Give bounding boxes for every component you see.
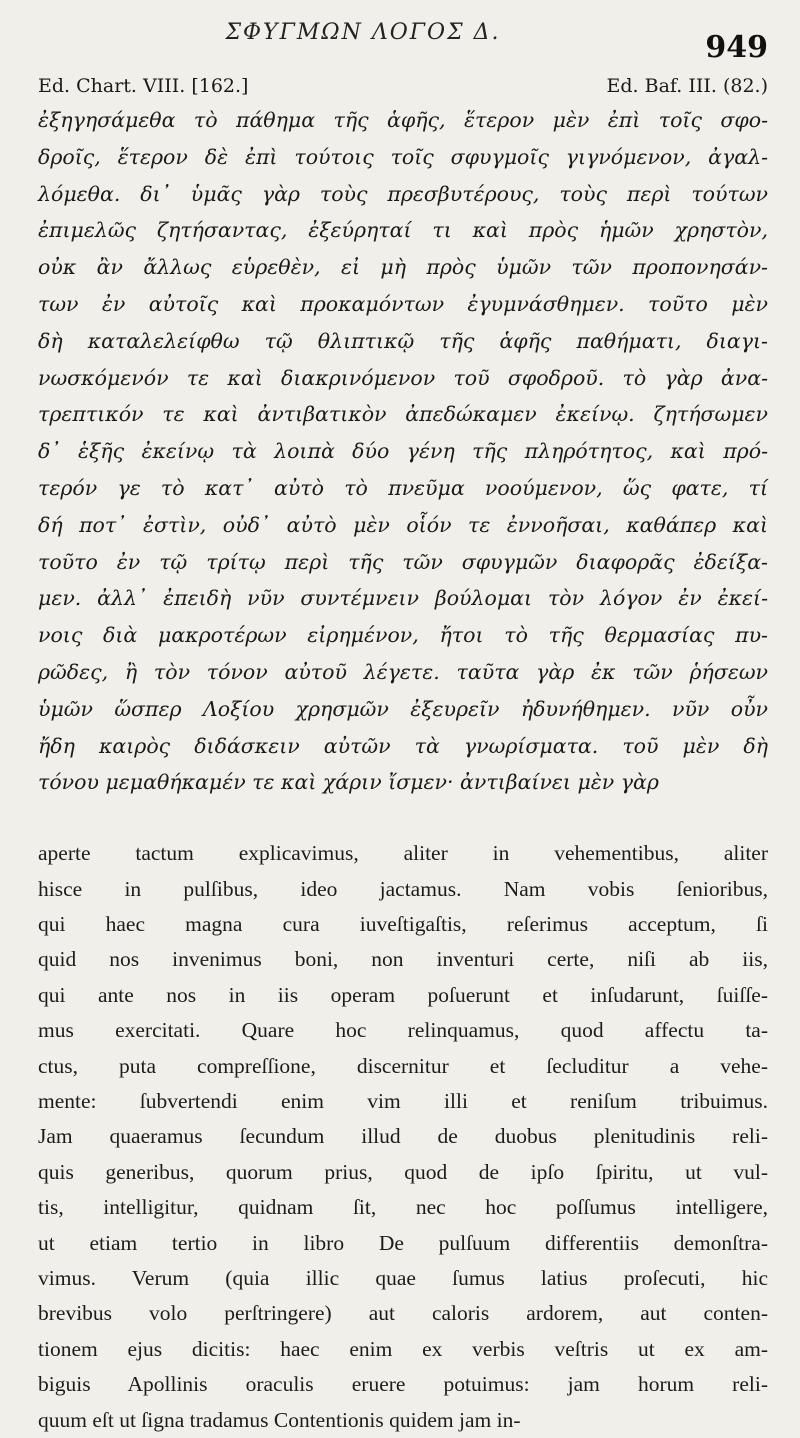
latin-text-line: qui ante nos in iis operam poſuerunt et inſudarunt, ſuiſſe- <box>38 982 768 1007</box>
greek-text-line: ἤδη καιρὸς διδάσκειν αὐτῶν τὰ γνωρίσματα. τοῦ μὲν δὴ <box>38 733 768 758</box>
greek-text-line: τόνου μεμαθήκαμέν τε καὶ χάριν ἴσμεν· ἀντιβαίνει μὲν γὰρ <box>38 770 659 795</box>
greek-text-line: τρεπτικόν τε καὶ ἀντιβατικὸν ἀπεδώκαμεν ἐκείνῳ. ζητήσωμεν <box>38 402 768 427</box>
latin-text-line: tis, intelligitur, quidnam ſit, nec hoc poſſumus intelligere, <box>38 1195 768 1220</box>
latin-text-line: tionem ejus dicitis: haec enim ex verbis veſtris ut ex am- <box>38 1336 768 1361</box>
page-number: 949 <box>705 30 768 65</box>
greek-text-line: ρῶδες, ἢ τὸν τόνον αὐτοῦ λέγετε. ταῦτα γὰρ ἐκ τῶν ῥήσεων <box>38 659 768 684</box>
latin-text-line: mus exercitati. Quare hoc relinquamus, quod affectu ta- <box>38 1018 768 1043</box>
greek-text-line: νωσκόμενόν τε καὶ διακρινόμενον τοῦ σφοδροῦ. τὸ γὰρ ἀνα- <box>38 365 768 390</box>
latin-text-line: quid nos invenimus boni, non inventuri certe, niſi ab iis, <box>38 947 768 972</box>
latin-text-line: hisce in pulſibus, ideo jactamus. Nam vobis ſenioribus, <box>38 876 768 901</box>
greek-text-line: τερόν γε τὸ κατ᾽ αὐτὸ τὸ πνεῦμα νοούμενον, ὥς φατε, τί <box>38 475 768 500</box>
greek-text-line: δὴ καταλελείφθω τῷ θλιπτικῷ τῆς ἁφῆς παθήματι, διαγι- <box>38 328 768 353</box>
greek-text-line: ἐπιμελῶς ζητήσαντας, ἐξεύρηταί τι καὶ πρὸς ἡμῶν χρηστὸν, <box>38 218 768 243</box>
greek-text-line: τοῦτο ἐν τῷ τρίτῳ περὶ τῆς τῶν σφυγμῶν διαφορᾶς ἐδείξα- <box>38 549 768 574</box>
latin-text-line: ut etiam tertio in libro De pulſuum differentiis demonſtra- <box>38 1230 768 1255</box>
edition-reference-left: Ed. Chart. VIII. [162.] <box>38 75 249 97</box>
latin-text-line: vimus. Verum (quia illic quae ſumus latius proſecuti, hic <box>38 1266 768 1291</box>
latin-text-line: ctus, puta compreſſione, discernitur et ſecluditur a vehe- <box>38 1053 768 1078</box>
greek-text-line: οὐκ ἂν ἄλλως εὑρεθὲν, εἰ μὴ πρὸς ὑμῶν τῶν προπονησάν- <box>38 255 768 280</box>
greek-text-line: ὑμῶν ὥσπερ Λοξίου χρησμῶν ἐξευρεῖν ἠδυνήθημεν. νῦν οὖν <box>38 696 768 721</box>
latin-text-line: quis generibus, quorum prius, quod de ipſo ſpiritu, ut vul- <box>38 1159 768 1184</box>
greek-text-line: ἐξηγησάμεθα τὸ πάθημα τῆς ἁφῆς, ἕτερον μὲν ἐπὶ τοῖς σφο- <box>38 108 768 132</box>
greek-text-line: νοις διὰ μακροτέρων εἰρημένον, ἤτοι τὸ τῆς θερμασίας πυ- <box>38 623 768 648</box>
latin-text-line: aperte tactum explicavimus, aliter in vehementibus, aliter <box>38 841 768 866</box>
greek-text-block <box>38 102 768 801</box>
latin-text-line: Jam quaeramus ſecundum illud de duobus plenitudinis reli- <box>38 1124 768 1149</box>
greek-text-line: δή ποτ᾽ ἐστὶν, οὐδ᾽ αὐτὸ μὲν οἷόν τε ἐννοῆσαι, καθάπερ καὶ <box>38 512 768 537</box>
running-head <box>38 0 768 66</box>
greek-text-line: των ἐν αὐτοῖς καὶ προκαμόντων ἐγυμνάσθημεν. τοῦτο μὲν <box>38 291 768 316</box>
latin-text-line: biguis Apollinis oraculis eruere potuimus: jam horum reli- <box>38 1372 768 1397</box>
latin-translation-block <box>38 836 768 1438</box>
latin-text-line: brevibus volo perſtringere) aut caloris ardorem, aut conten- <box>38 1301 768 1326</box>
edition-line <box>38 74 768 98</box>
edition-reference-right: Ed. Baf. III. (82.) <box>606 75 768 97</box>
latin-text-line: mente: ſubvertendi enim vim illi et reniſum tribuimus. <box>38 1088 768 1113</box>
running-title: ΣΦΥΓΜΩΝ ΛΟΓΟΣ Δ. <box>225 20 501 45</box>
greek-text-line: μεν. ἀλλ᾽ ἐπειδὴ νῦν συντέμνειν βούλομαι τὸν λόγον ἐν ἐκεί- <box>38 586 768 611</box>
latin-text-line: quum eſt ut ſigna tradamus Contentionis quidem jam in- <box>38 1407 521 1432</box>
greek-text-line: δροῖς, ἕτερον δὲ ἐπὶ τούτοις τοῖς σφυγμοῖς γιγνόμενον, ἀγαλ- <box>38 144 768 169</box>
section-separator <box>38 821 768 822</box>
greek-text-line: δ᾽ ἑξῆς ἐκείνῳ τὰ λοιπὰ δύο γένη τῆς πληρότητος, καὶ πρό- <box>38 439 768 464</box>
greek-text-line: λόμεθα. δι᾽ ὑμᾶς γὰρ τοὺς πρεσβυτέρους, τοὺς περὶ τούτων <box>38 181 768 206</box>
latin-text-line: qui haec magna cura iuveſtigaſtis, reſerimus acceptum, ſi <box>38 911 768 936</box>
